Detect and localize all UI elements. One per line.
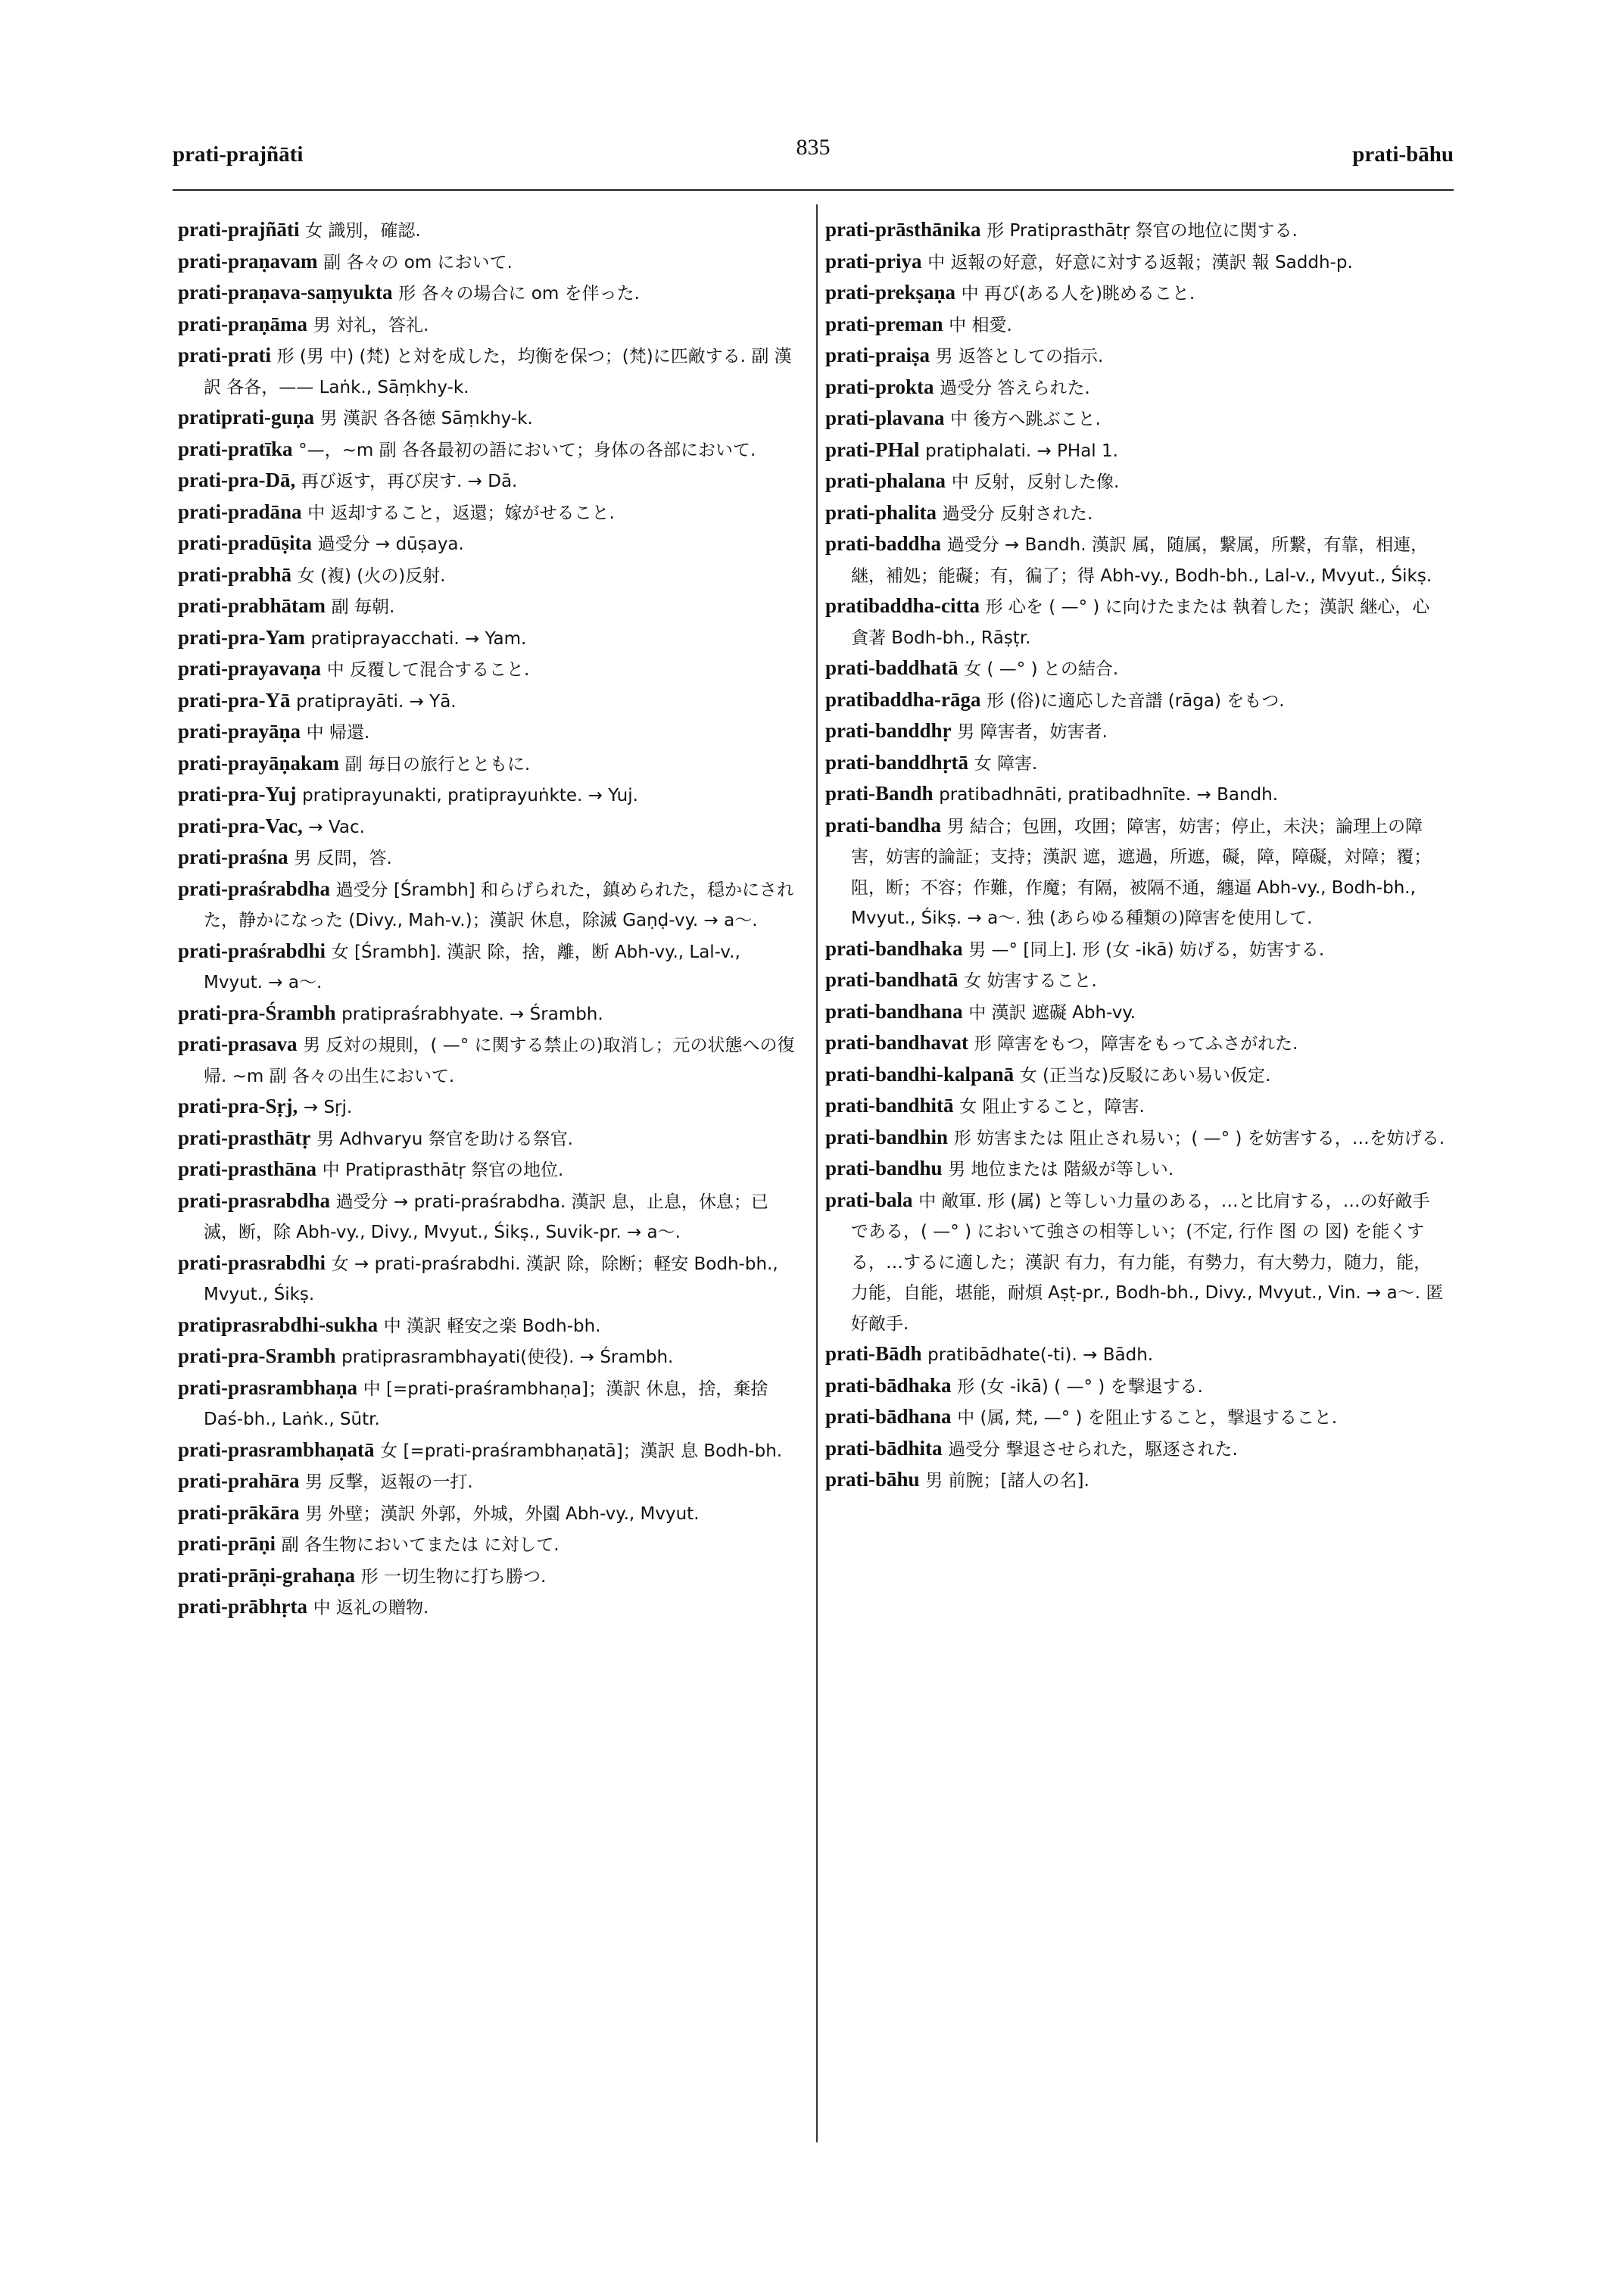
dictionary-entry — [825, 748, 1446, 780]
entry-headword: prati-prāṇi-grahaṇa — [178, 1563, 356, 1587]
entry-definition: 副 各々の om において. — [323, 252, 513, 273]
entry-headword: prati-bandhatā — [825, 968, 959, 991]
entry-headword: prati-pra-Sṛj, — [178, 1095, 298, 1117]
entry-headword: prati-pra-Śrambh — [178, 1001, 336, 1024]
entry-definition: 女 阻止すること，障害. — [959, 1097, 1145, 1117]
dictionary-entry — [825, 1154, 1446, 1185]
entry-headword: prati-prabhātam — [178, 594, 326, 617]
dictionary-entry — [178, 1435, 799, 1467]
entry-headword: prati-prākāra — [178, 1500, 300, 1524]
entry-headword: prati-bāhu — [825, 1468, 920, 1491]
dictionary-entry — [178, 1154, 799, 1186]
entry-definition: 形 (女 -ikā) ( —° ) を撃退する. — [957, 1376, 1203, 1397]
entry-headword: prati-bandhu — [825, 1157, 943, 1179]
entry-headword: prati-phalita — [825, 500, 937, 524]
dictionary-entry — [825, 779, 1446, 811]
entry-headword: prati-prāsthānika — [825, 218, 981, 241]
entry-headword: prati-banddhṛtā — [825, 750, 969, 774]
dictionary-entry — [178, 1592, 799, 1624]
entry-definition: 女 ( —° ) との結合. — [964, 659, 1119, 679]
entry-headword: prati-baddhatā — [825, 656, 959, 679]
entry-headword: prati-prāṇi — [178, 1532, 276, 1555]
dictionary-entry — [825, 372, 1446, 404]
entry-definition: 女 [Śrambh]. 漢訳 除，捨，離，断 Abh-vy., Lal-v., Mvyut. → a～. — [204, 942, 740, 992]
entry-definition: 中 帰還. — [306, 723, 370, 743]
entry-headword: prati-Bandh — [825, 782, 934, 805]
dictionary-entry — [825, 1185, 1446, 1340]
entry-definition: pratiphalati. → PHal 1. — [925, 441, 1118, 461]
entry-headword: prati-bādhaka — [825, 1373, 952, 1397]
entry-definition: 副 毎朝. — [331, 597, 395, 617]
dictionary-entry — [825, 247, 1446, 279]
entry-headword: prati-praṇāma — [178, 312, 307, 335]
entry-definition: pratiprayāti. → Yā. — [296, 691, 457, 712]
entry-headword: prati-prasthāna — [178, 1157, 317, 1180]
entry-headword: prati-prati — [178, 344, 271, 366]
dictionary-entry — [178, 403, 799, 435]
entry-headword: prati-prabhā — [178, 562, 292, 586]
entry-headword: prati-bandhaka — [825, 936, 963, 960]
dictionary-entry — [178, 435, 799, 466]
dictionary-entry — [825, 215, 1446, 247]
entry-headword: pratiprati-guṇa — [178, 406, 315, 428]
entry-definition: 過受分 → Bandh. 漢訳 属，随属，繋属，所繋，有靠，相連，継，補処；能礙；有，徧了；得 Abh-vy., Bodh-bh., Lal-v., Mvyut., Śikṣ. — [851, 535, 1432, 586]
dictionary-entry — [178, 936, 799, 999]
dictionary-entry — [178, 215, 799, 247]
entry-headword: prati-pra-Vac, — [178, 814, 303, 837]
entry-definition: 女 妨害すること. — [964, 971, 1097, 991]
dictionary-entry — [825, 653, 1446, 685]
dictionary-entry — [825, 1465, 1446, 1497]
entry-definition: → Vac. — [308, 817, 365, 837]
entry-definition: 過受分 答えられた. — [940, 378, 1090, 398]
entry-definition: 形 心を ( —° ) に向けたまたは 執着した；漢訳 継心，心貪著 Bodh-bh., Rāṣṭr. — [851, 597, 1430, 648]
entry-definition: → Sṛj. — [303, 1098, 353, 1117]
dictionary-entry — [825, 965, 1446, 997]
dictionary-entry — [825, 1339, 1446, 1371]
dictionary-entry — [825, 403, 1446, 435]
entry-headword: prati-prasava — [178, 1033, 298, 1055]
entry-headword: prati-bala — [825, 1188, 913, 1211]
dictionary-entry — [825, 498, 1446, 530]
entry-definition: 形 妨害または 阻止され易い；( —° ) を妨害する，…を妨げる. — [953, 1128, 1445, 1148]
dictionary-entry — [178, 999, 799, 1030]
dictionary-entry — [178, 466, 799, 497]
dictionary-entry — [178, 812, 799, 843]
entry-definition: pratiprayacchati. → Yam. — [310, 628, 527, 649]
entry-headword: prati-praiṣa — [825, 344, 930, 366]
entry-definition: 男 反問，答. — [294, 849, 392, 868]
dictionary-entry — [178, 591, 799, 623]
left-running-headword: prati-prajñāti — [173, 142, 304, 167]
entry-definition: 中 Pratiprasthātṛ 祭官の地位. — [322, 1161, 564, 1180]
entry-headword: pratibaddha-rāga — [825, 687, 981, 711]
dictionary-entry — [825, 1434, 1446, 1466]
entry-definition: 過受分 [Śrambh] 和らげられた，鎮められた，穏かにされた，静かになった (Divy., Mah-v.)；漢訳 休息，除滅 Gaṇḍ-vy. → a～. — [204, 880, 794, 930]
dictionary-entry — [825, 1060, 1446, 1092]
dictionary-entry — [825, 466, 1446, 498]
dictionary-entry — [178, 1092, 799, 1123]
entry-definition: 男 地位または 階級が等しい. — [948, 1160, 1174, 1179]
entry-definition: pratibādhate(-ti). → Bādh. — [927, 1345, 1154, 1365]
entry-definition: 形 Pratiprasthātṛ 祭官の地位に関する. — [987, 221, 1298, 241]
entry-headword: prati-prasrambhaṇa — [178, 1375, 358, 1399]
dictionary-entry — [825, 529, 1446, 591]
dictionary-entry — [178, 749, 799, 780]
dictionary-entry — [178, 717, 799, 749]
dictionary-entry — [178, 310, 799, 341]
header-rule — [173, 189, 1454, 191]
entry-headword: prati-pra-Yuj — [178, 783, 297, 805]
dictionary-entry — [178, 1248, 799, 1310]
dictionary-entry — [178, 278, 799, 310]
dictionary-entry — [178, 780, 799, 812]
dictionary-entry — [825, 934, 1446, 966]
entry-definition: 中 相愛. — [949, 315, 1012, 335]
entry-headword: prati-banddhṛ — [825, 719, 952, 742]
entry-headword: prati-praśna — [178, 846, 288, 868]
entry-definition: 男 前腕；[諸人の名]. — [925, 1471, 1089, 1491]
dictionary-entry — [825, 278, 1446, 310]
entry-definition: 男 Adhvaryu 祭官を助ける祭官. — [316, 1129, 573, 1149]
entry-definition: 形 (俗)に適応した音譜 (rāga) をもつ. — [987, 690, 1285, 711]
dictionary-entry — [178, 528, 799, 560]
dictionary-entry — [178, 1466, 799, 1498]
entry-headword: prati-pra-Dā, — [178, 469, 296, 491]
entry-definition: 男 返答としての指示. — [935, 347, 1104, 366]
dictionary-entry — [178, 1310, 799, 1342]
dictionary-entry — [825, 1371, 1446, 1403]
page-number: 835 — [796, 135, 831, 160]
entry-headword: prati-pra-Srambh — [178, 1344, 336, 1367]
entry-definition: 再び返す，再び戻す. → Dā. — [301, 472, 518, 491]
entry-definition: 男 反撃，返報の一打. — [305, 1472, 473, 1492]
entry-definition: 過受分 撃退させられた，駆逐された. — [948, 1439, 1238, 1460]
entry-headword: prati-preman — [825, 312, 943, 335]
entry-definition: 中 敵軍. 形 (属) と等しい力量のある，…と比肩する，…の好敵手である，( —° ) において強さの相等しい；(不定, 行作 图 の 図) を能くする，…するに適した；漢訳 有力，有力能，有勢力，有大勢力，随力，能，力能，自能，堪能，耐煩 Aṣṭ-pr., Bodh-bh., Divy., Mvyut., Vin. → a～. 匿 好敵手. — [851, 1191, 1444, 1334]
dictionary-entry — [825, 1123, 1446, 1154]
entry-headword: prati-pradūṣita — [178, 531, 313, 554]
entry-definition: 男 —° [同上]. 形 (女 -ikā) 妨げる，妨害する. — [968, 939, 1325, 960]
entry-definition: 中 返報の好意，好意に対する返報；漢訳 報 Saddh-p. — [927, 252, 1353, 273]
entry-headword: prati-bādhita — [825, 1436, 943, 1460]
entry-headword: prati-prasrambhaṇatā — [178, 1438, 375, 1461]
entry-definition: 女 障害. — [974, 753, 1038, 774]
entry-headword: prati-prayavaṇa — [178, 657, 321, 680]
right-column — [825, 215, 1446, 1497]
dictionary-entry — [178, 341, 799, 403]
entry-headword: prati-praśrabdha — [178, 877, 331, 900]
entry-headword: prati-bandhin — [825, 1125, 949, 1148]
dictionary-entry — [825, 310, 1446, 341]
dictionary-entry — [178, 1030, 799, 1092]
entry-headword: prati-priya — [825, 249, 922, 273]
entry-headword: prati-bandhavat — [825, 1031, 969, 1054]
entry-headword: prati-bandhitā — [825, 1094, 954, 1117]
dictionary-entry — [178, 874, 799, 936]
entry-definition: 中 後方へ跳ぶこと. — [950, 410, 1101, 429]
entry-headword: prati-prajñāti — [178, 218, 300, 241]
entry-headword: prati-praśrabdhi — [178, 939, 326, 962]
dictionary-entry — [178, 1529, 799, 1561]
entry-headword: prati-phalana — [825, 469, 946, 492]
dictionary-entry — [178, 247, 799, 279]
dictionary-entry — [825, 811, 1446, 934]
entry-definition: 中 再び(ある人を)眺めること. — [961, 284, 1195, 304]
entry-headword: prati-bandha — [825, 813, 942, 837]
dictionary-entry — [825, 1402, 1446, 1434]
entry-headword: prati-PHal — [825, 438, 920, 461]
entry-definition: 形 (男 中) (梵) と対を成した，均衡を保つ；(梵)に匹敵する. 副 漢訳 各各，—— Laṅk., Sāṃkhy-k. — [204, 347, 792, 397]
entry-headword: prati-pratīka — [178, 437, 293, 460]
entry-headword: prati-prekṣaṇa — [825, 281, 956, 304]
entry-headword: prati-plavana — [825, 407, 945, 429]
dictionary-entry — [178, 1341, 799, 1373]
dictionary-entry — [178, 1186, 799, 1248]
dictionary-entry — [178, 497, 799, 529]
dictionary-entry — [825, 997, 1446, 1029]
entry-headword: prati-prasthātṛ — [178, 1126, 311, 1149]
entry-definition: 女 → prati-praśrabdhi. 漢訳 除，除断；軽安 Bodh-bh., Mvyut., Śikṣ. — [204, 1254, 778, 1304]
dictionary-entry — [825, 685, 1446, 717]
dictionary-entry — [178, 1123, 799, 1155]
dictionary-entry — [178, 654, 799, 686]
entry-definition: 形 一切生物に打ち勝つ. — [360, 1566, 547, 1587]
dictionary-entry — [825, 1028, 1446, 1060]
entry-headword: prati-prokta — [825, 375, 934, 398]
entry-definition: 中 反射，反射した像. — [951, 472, 1120, 492]
entry-definition: pratibadhnāti, pratibadhnīte. → Bandh. — [939, 785, 1279, 805]
entry-definition: 男 結合；包囲，攻囲；障害，妨害；停止，未決；論理上の障害，妨害的論証；支持；漢訳 遮，遮過，所遮，礙，障，障礙，対障；覆；阻，断；不容；作難，作魔；有隔，被隔不通，纏逼 Abh-vy., Bodh-bh., Mvyut., Śikṣ. → a～. 独 (あらゆる種類の)障害を使用して. — [851, 816, 1432, 928]
entry-headword: prati-baddha — [825, 532, 942, 555]
entry-definition: 中 漢訳 遮礙 Abh-vy. — [968, 1002, 1136, 1023]
entry-headword: prati-prasrabdhi — [178, 1251, 326, 1274]
entry-definition: 形 障害をもつ，障害をもってふさがれた. — [974, 1034, 1298, 1054]
dictionary-entry — [825, 591, 1446, 653]
entry-definition: 中 (属, 梵, —° ) を阻止すること，撃退すること. — [957, 1408, 1338, 1428]
entry-definition: pratiprayunakti, pratiprayuṅkte. → Yuj. — [302, 786, 638, 805]
entry-headword: prati-bandhi-kalpanā — [825, 1062, 1015, 1086]
entry-definition: 過受分 反射された. — [942, 503, 1093, 524]
dictionary-entry — [178, 686, 799, 718]
dictionary-entry — [178, 1373, 799, 1435]
entry-definition: °—，~m 副 各各最初の語において；身体の各部において. — [298, 440, 756, 460]
entry-definition: 副 各生物においてまたは に対して. — [281, 1535, 560, 1555]
entry-definition: 過受分 → dūṣaya. — [317, 534, 464, 554]
dictionary-entry — [178, 843, 799, 874]
left-column — [178, 215, 799, 1624]
entry-definition: 女 [=prati-praśrambhaṇatā]；漢訳 息 Bodh-bh. — [380, 1441, 783, 1461]
entry-definition: 男 反対の規則，( —° に関する禁止の)取消し；元の状態への復帰. ~m 副 各々の出生において. — [204, 1036, 795, 1086]
dictionary-entry — [825, 716, 1446, 748]
entry-definition: 女 (複) (火の)反射. — [297, 565, 446, 586]
dictionary-entry — [825, 435, 1446, 467]
entry-headword: prati-Bādh — [825, 1342, 922, 1365]
entry-definition: 男 障害者，妨害者. — [957, 722, 1108, 742]
dictionary-entry — [825, 1091, 1446, 1123]
entry-headword: prati-pra-Yā — [178, 688, 291, 712]
entry-headword: prati-prābhṛta — [178, 1595, 307, 1618]
dictionary-entry — [178, 1561, 799, 1593]
dictionary-entry — [178, 1498, 799, 1530]
entry-headword: prati-praṇavam — [178, 249, 318, 273]
dictionary-entry — [178, 560, 799, 592]
entry-definition: 男 対礼，答礼. — [313, 315, 429, 335]
entry-headword: prati-prasrabdha — [178, 1189, 331, 1212]
entry-headword: prati-praṇava-saṃyukta — [178, 281, 393, 304]
entry-definition: 副 毎日の旅行とともに. — [344, 754, 531, 774]
entry-headword: prati-pradāna — [178, 500, 302, 523]
entry-definition: pratipraśrabhyate. → Śrambh. — [341, 1004, 603, 1024]
entry-headword: prati-bādhana — [825, 1405, 952, 1428]
column-divider — [816, 204, 818, 2142]
entry-definition: 形 各々の場合に om を伴った. — [398, 284, 640, 304]
entry-definition: 中 返却すること，返還；嫁がせること. — [307, 503, 615, 523]
entry-headword: prati-pra-Yam — [178, 625, 305, 649]
entry-definition: 男 外壁；漢訳 外郭，外城，外園 Abh-vy., Mvyut. — [305, 1503, 700, 1524]
dictionary-entry — [825, 341, 1446, 372]
right-running-headword: prati-bāhu — [1352, 142, 1454, 167]
entry-definition: 中 返礼の贈物. — [313, 1598, 429, 1618]
entry-definition: 過受分 → prati-praśrabdha. 漢訳 息，止息，休息；已滅，断，除 Abh-vy., Divy., Mvyut., Śikṣ., Suvik-pr. → a～. — [204, 1192, 768, 1242]
entry-headword: prati-prayāṇa — [178, 720, 301, 743]
entry-definition: 女 識別，確認. — [305, 221, 421, 241]
entry-headword: prati-prayāṇakam — [178, 751, 340, 774]
dictionary-entry — [178, 623, 799, 655]
entry-headword: prati-prahāra — [178, 1469, 300, 1492]
entry-headword: prati-bandhana — [825, 999, 963, 1023]
entry-headword: pratibaddha-citta — [825, 594, 980, 617]
entry-definition: 女 (正当な)反駁にあい易い仮定. — [1019, 1065, 1271, 1086]
entry-definition: 中 [=prati-praśrambhaṇa]；漢訳 休息，捨，棄捨 Daś-bh., Laṅk., Sūtr. — [204, 1379, 768, 1429]
page-header — [173, 135, 1454, 180]
entry-definition: 中 漢訳 軽安之楽 Bodh-bh. — [383, 1316, 601, 1336]
entry-headword: pratiprasrabdhi-sukha — [178, 1313, 379, 1336]
entry-definition: 男 漢訳 各各徳 Sāṃkhy-k. — [320, 409, 533, 428]
entry-definition: pratiprasrambhayati(使役). → Śrambh. — [341, 1347, 674, 1367]
entry-definition: 中 反覆して混合すること. — [326, 660, 530, 680]
